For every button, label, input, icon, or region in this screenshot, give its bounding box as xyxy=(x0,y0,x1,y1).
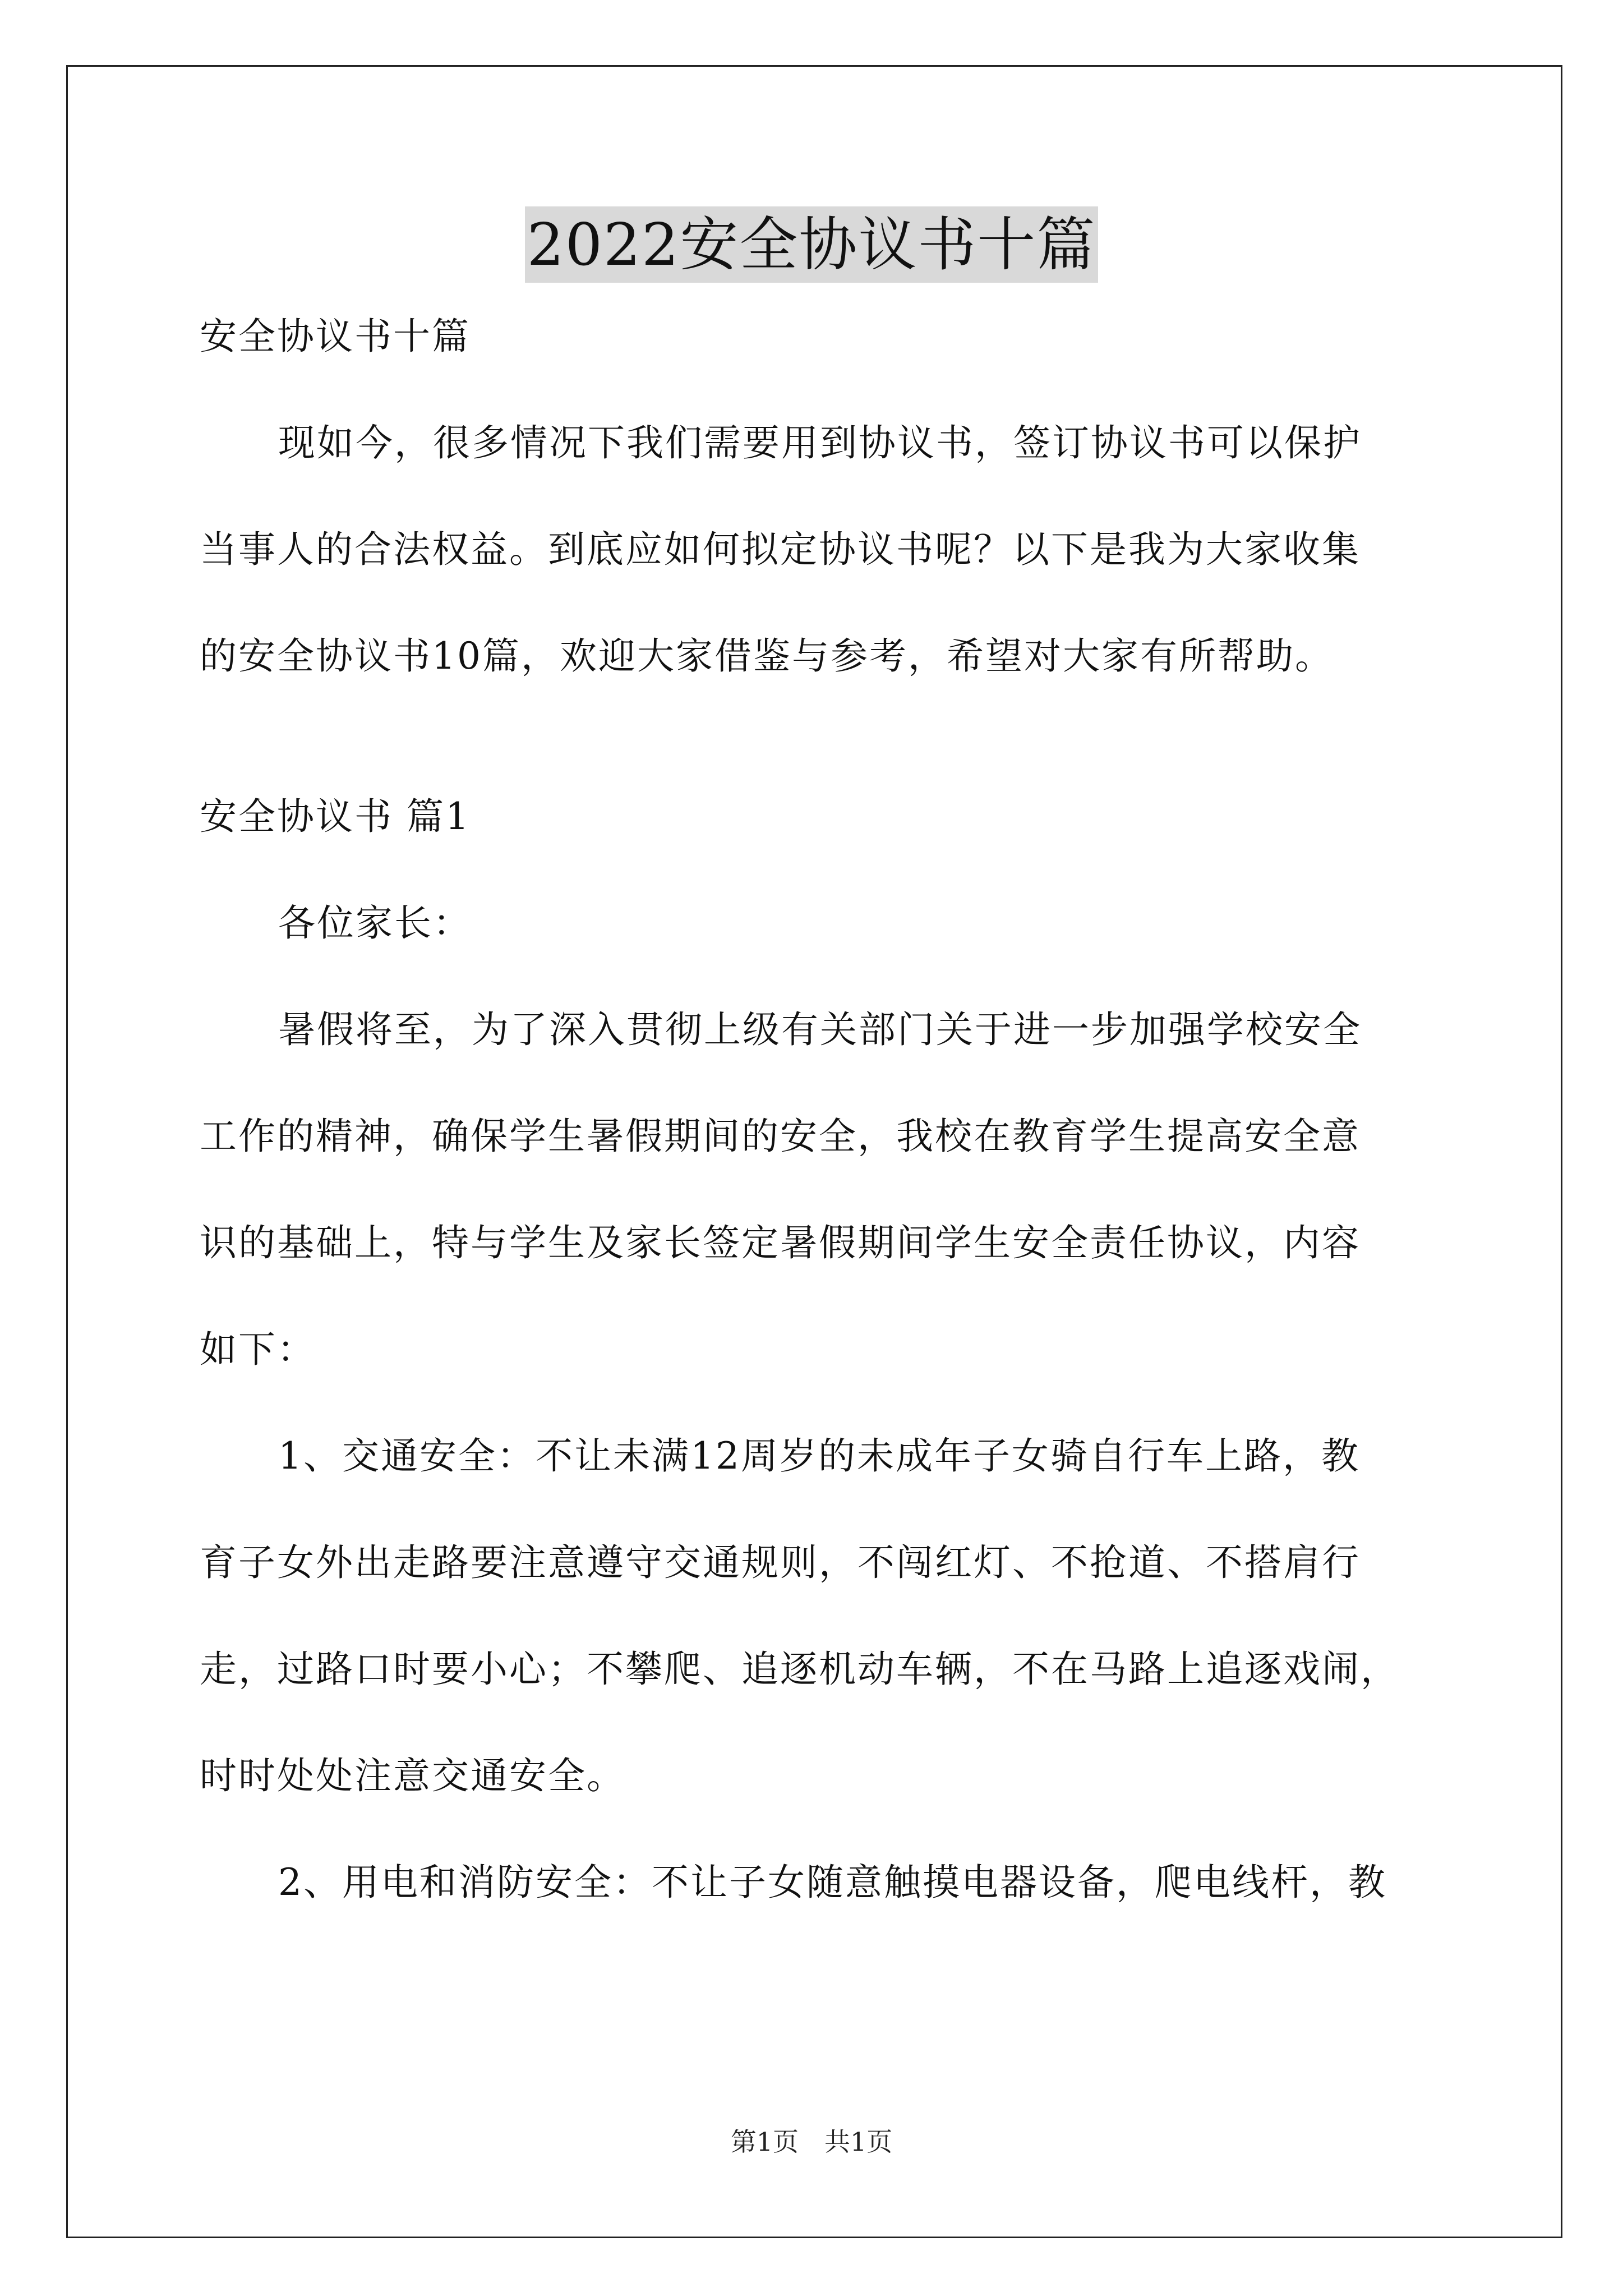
intro-line: 现如今，很多情况下我们需要用到协议书，签订协议书可以保护 xyxy=(278,421,1362,464)
intro-line: 的安全协议书10篇，欢迎大家借鉴与参考，希望对大家有所帮助。 xyxy=(200,634,1334,678)
subtitle: 安全协议书十篇 xyxy=(200,315,471,358)
intro-line: 当事人的合法权益。到底应如何拟定协议书呢？以下是我为大家收集 xyxy=(200,528,1361,571)
paragraph-line: 暑假将至，为了深入贯彻上级有关部门关于进一步加强学校安全 xyxy=(278,1008,1362,1051)
section-heading: 安全协议书 篇1 xyxy=(200,795,471,838)
page-number: 第1页 xyxy=(730,2127,799,2157)
list-item-line: 走，过路口时要小心；不攀爬、追逐机动车辆，不在马路上追逐戏闹， xyxy=(200,1648,1399,1691)
list-item-line: 时时处处注意交通安全。 xyxy=(200,1754,625,1797)
greeting: 各位家长： xyxy=(278,901,472,945)
paragraph-line: 识的基础上，特与学生及家长签定暑假期间学生安全责任协议，内容 xyxy=(200,1221,1361,1264)
list-item-line: 2、用电和消防安全：不让子女随意触摸电器设备，爬电线杆，教 xyxy=(278,1861,1387,1904)
paragraph-line: 工作的精神，确保学生暑假期间的安全，我校在教育学生提高安全意 xyxy=(200,1115,1361,1158)
document-body xyxy=(200,310,1433,1962)
page-total: 共1页 xyxy=(824,2127,893,2157)
paragraph-line: 如下： xyxy=(200,1328,316,1371)
list-item-line: 1、交通安全：不让未满12周岁的未成年子女骑自行车上路，教 xyxy=(278,1434,1360,1478)
page-footer xyxy=(0,2125,1623,2159)
title-wrap xyxy=(0,206,1623,283)
document-title: 2022安全协议书十篇 xyxy=(525,206,1099,283)
list-item-line: 育子女外出走路要注意遵守交通规则，不闯红灯、不抢道、不搭肩行 xyxy=(200,1541,1361,1584)
